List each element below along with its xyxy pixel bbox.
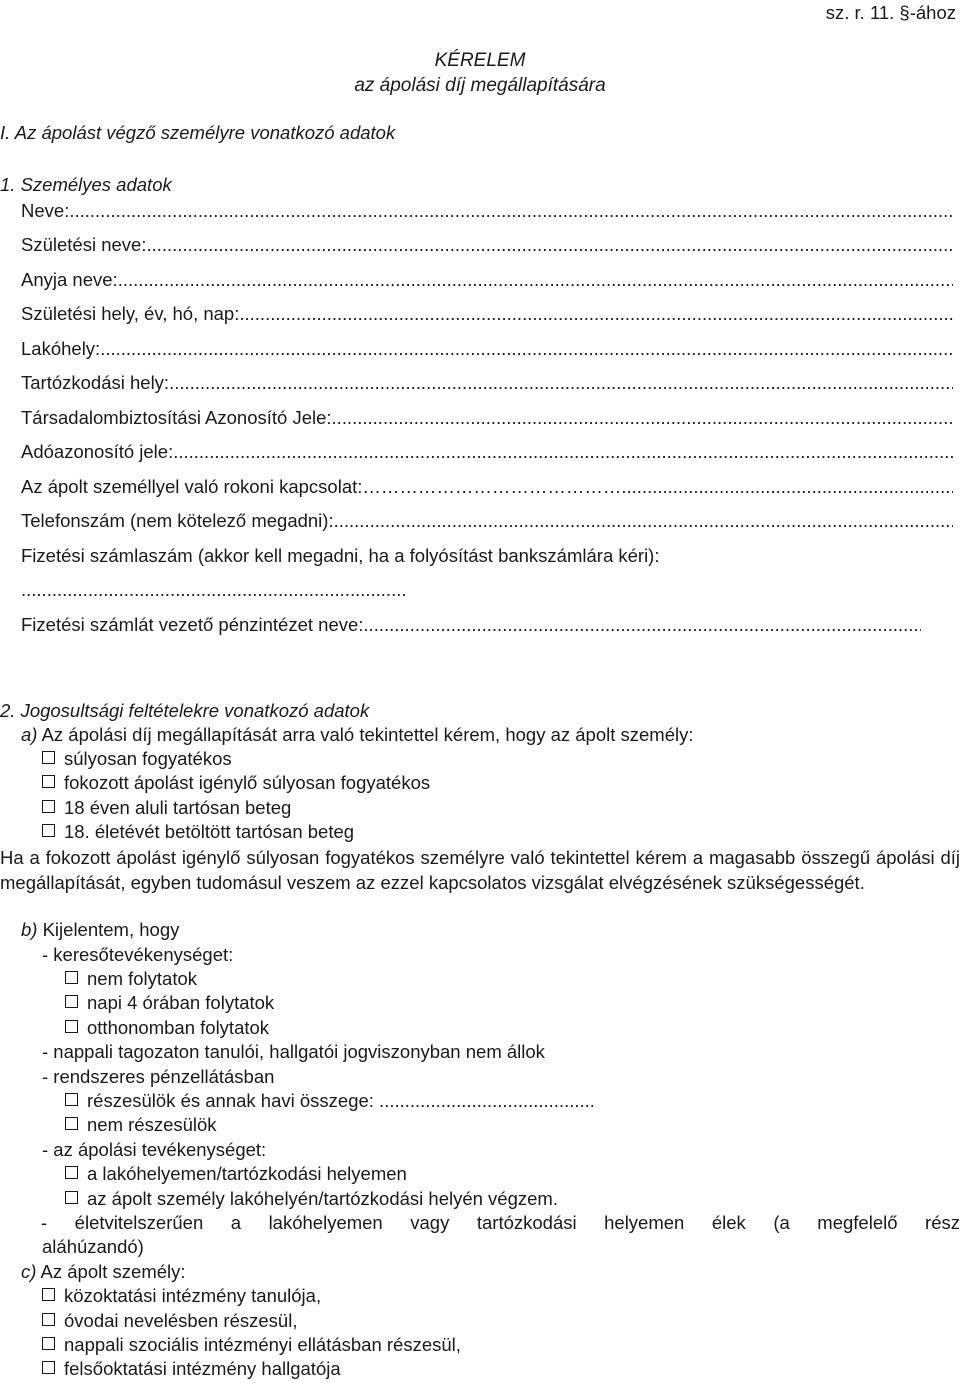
fill-line bbox=[169, 371, 953, 395]
checkbox-item[interactable] bbox=[42, 1284, 321, 1308]
checkbox-label: részesülök és annak havi összege: .......................................... bbox=[87, 1090, 595, 1111]
checkbox-label: nem részesülök bbox=[87, 1114, 217, 1135]
checkbox-label: otthonomban folytatok bbox=[87, 1017, 270, 1038]
option-c-marker: c) bbox=[21, 1261, 37, 1282]
fill-line bbox=[118, 268, 953, 292]
field-stay-place[interactable] bbox=[21, 371, 953, 395]
checkbox-label: 18. életévét betöltött tartósan beteg bbox=[64, 821, 355, 842]
checkbox-item[interactable] bbox=[65, 1113, 217, 1137]
checkbox-item[interactable] bbox=[65, 1162, 407, 1186]
field-label: Neve: bbox=[21, 200, 70, 221]
checkbox-label: nappali szociális intézményi ellátásban részesül, bbox=[64, 1334, 461, 1355]
care-place-heading: - az ápolási tevékenységet: bbox=[42, 1139, 267, 1160]
living-statement-note: aláhúzandó) bbox=[42, 1236, 144, 1257]
field-label: Fizetési számlát vezető pénzintézet neve: bbox=[21, 614, 364, 635]
form-subtitle: az ápolási díj megállapítására bbox=[354, 75, 606, 96]
checkbox-icon[interactable] bbox=[42, 1361, 55, 1374]
form-reference: sz. r. 11. §-ához bbox=[825, 2, 956, 23]
field-label: Születési neve: bbox=[21, 234, 147, 255]
field-relationship[interactable] bbox=[21, 475, 953, 499]
employment-heading: - keresőtevékenységet: bbox=[42, 944, 234, 965]
checkbox-icon[interactable] bbox=[65, 1191, 78, 1204]
field-label: Társadalombiztosítási Azonosító Jele: bbox=[21, 407, 332, 428]
checkbox-label: óvodai nevelésben részesül, bbox=[64, 1310, 298, 1331]
section-1-heading: I. Az ápolást végző személyre vonatkozó adatok bbox=[0, 122, 396, 143]
field-label: Anyja neve: bbox=[21, 269, 118, 290]
fill-line bbox=[239, 302, 953, 326]
field-birth-name[interactable] bbox=[21, 233, 953, 257]
checkbox-icon[interactable] bbox=[42, 1337, 55, 1350]
form-title: KÉRELEM bbox=[434, 50, 526, 71]
bank-account-label: Fizetési számlaszám (akkor kell megadni, ha a folyósítást bankszámlára kéri): bbox=[21, 545, 660, 566]
option-c-intro bbox=[21, 1260, 186, 1284]
checkbox-item[interactable] bbox=[42, 747, 232, 771]
benefit-heading: - rendszeres pénzellátásban bbox=[42, 1066, 275, 1087]
field-label: Lakóhely: bbox=[21, 338, 101, 359]
checkbox-item[interactable] bbox=[42, 1309, 297, 1333]
option-b-intro bbox=[21, 918, 179, 942]
fill-line bbox=[100, 337, 953, 361]
checkbox-icon[interactable] bbox=[42, 1313, 55, 1326]
personal-data-heading: 1. Személyes adatok bbox=[0, 174, 172, 195]
checkbox-item[interactable] bbox=[42, 771, 430, 795]
checkbox-item[interactable] bbox=[42, 1333, 461, 1357]
option-a-marker: a) bbox=[21, 724, 38, 745]
bank-account-field[interactable]: ........................................................................... bbox=[21, 579, 407, 600]
option-b-marker: b) bbox=[21, 919, 38, 940]
field-label: Telefonszám (nem kötelező megadni): bbox=[21, 510, 334, 531]
fill-line bbox=[334, 509, 953, 533]
checkbox-item[interactable] bbox=[65, 991, 274, 1015]
checkbox-icon[interactable] bbox=[42, 824, 55, 837]
checkbox-label: nem folytatok bbox=[87, 968, 198, 989]
checkbox-icon[interactable] bbox=[65, 1093, 78, 1106]
checkbox-label: az ápolt személy lakóhelyén/tartózkodási helyén végzem. bbox=[87, 1188, 558, 1209]
checkbox-item[interactable] bbox=[65, 1089, 595, 1113]
checkbox-icon[interactable] bbox=[65, 1020, 78, 1033]
field-name[interactable] bbox=[21, 199, 953, 223]
fill-line bbox=[363, 613, 921, 637]
field-residence[interactable] bbox=[21, 337, 953, 361]
option-c-text: Az ápolt személy: bbox=[36, 1261, 186, 1282]
field-tax-id[interactable] bbox=[21, 440, 953, 464]
option-a-intro bbox=[21, 723, 694, 747]
field-label: Születési hely, év, hó, nap: bbox=[21, 303, 240, 324]
living-statement: - életvitelszerűen a lakóhelyemen vagy tartózkodási helyemen élek (a megfelelő rész bbox=[41, 1212, 960, 1233]
checkbox-icon[interactable] bbox=[42, 775, 55, 788]
student-status: - nappali tagozaton tanulói, hallgatói jogviszonyban nem állok bbox=[42, 1041, 545, 1062]
higher-amount-note: Ha a fokozott ápolást igénylő súlyosan fogyatékos személyre való tekintettel kérem a magasabb összegű ápolási díj megállapítását, egyben tudomásul veszem az ezzel kapcsolatos vizsgálat elvégzésének szükségességét. bbox=[0, 847, 960, 893]
checkbox-icon[interactable] bbox=[42, 1288, 55, 1301]
field-phone[interactable] bbox=[21, 509, 953, 533]
checkbox-label: súlyosan fogyatékos bbox=[64, 748, 232, 769]
checkbox-icon[interactable] bbox=[42, 800, 55, 813]
checkbox-label: fokozott ápolást igénylő súlyosan fogyatékos bbox=[64, 772, 431, 793]
field-bank-name[interactable] bbox=[21, 613, 921, 637]
checkbox-item[interactable] bbox=[42, 820, 354, 844]
option-b-text: Kijelentem, hogy bbox=[37, 919, 180, 940]
checkbox-icon[interactable] bbox=[65, 1166, 78, 1179]
checkbox-label: 18 éven aluli tartósan beteg bbox=[64, 797, 292, 818]
section-2-heading: 2. Jogosultsági feltételekre vonatkozó adatok bbox=[0, 700, 370, 721]
fill-line bbox=[146, 233, 953, 257]
checkbox-label: felsőoktatási intézmény hallgatója bbox=[64, 1358, 341, 1379]
field-birth-place-date[interactable] bbox=[21, 302, 953, 326]
checkbox-item[interactable] bbox=[65, 1016, 269, 1040]
checkbox-label: napi 4 órában folytatok bbox=[87, 992, 275, 1013]
field-label: Tartózkodási hely: bbox=[21, 372, 170, 393]
fill-line bbox=[332, 406, 953, 430]
checkbox-item[interactable] bbox=[65, 967, 197, 991]
field-mother-name[interactable] bbox=[21, 268, 953, 292]
option-a-text: Az ápolási díj megállapítását arra való tekintettel kérem, hogy az ápolt személy: bbox=[37, 724, 694, 745]
checkbox-icon[interactable] bbox=[65, 1117, 78, 1130]
checkbox-item[interactable] bbox=[65, 1187, 558, 1211]
checkbox-icon[interactable] bbox=[65, 971, 78, 984]
checkbox-icon[interactable] bbox=[65, 995, 78, 1008]
checkbox-label: a lakóhelyemen/tartózkodási helyemen bbox=[87, 1163, 407, 1184]
field-label: Az ápolt személlyel való rokoni kapcsolat:…………………………………… bbox=[21, 476, 622, 497]
checkbox-label: közoktatási intézmény tanulója, bbox=[64, 1285, 322, 1306]
field-label: Adóazonosító jele: bbox=[21, 441, 174, 462]
fill-line bbox=[173, 440, 953, 464]
checkbox-item[interactable] bbox=[42, 1357, 341, 1381]
field-social-security-id[interactable] bbox=[21, 406, 953, 430]
checkbox-icon[interactable] bbox=[42, 751, 55, 764]
checkbox-item[interactable] bbox=[42, 796, 291, 820]
fill-line bbox=[69, 199, 953, 223]
fill-line bbox=[621, 475, 953, 499]
